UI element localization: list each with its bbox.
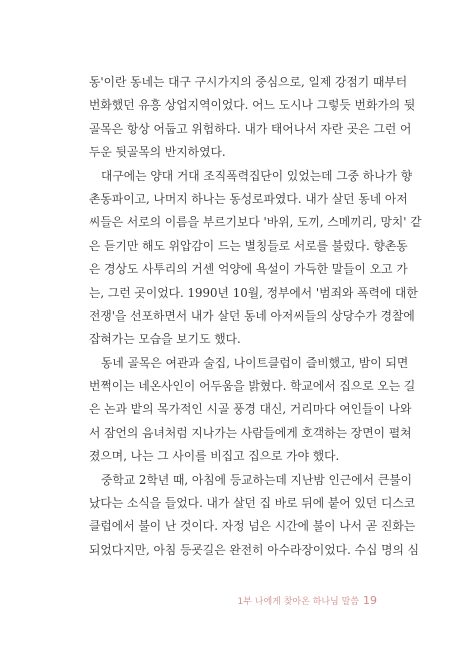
text-line: 은 경상도 사투리의 거센 억양에 욕설이 가득한 말들이 오고 가 xyxy=(89,262,408,277)
running-title: 1부 나에게 찾아온 하나님 말씀 xyxy=(237,597,359,607)
text-line: 졌으며, 나는 그 사이를 비집고 집으로 가야 했다. xyxy=(89,449,340,464)
body-text xyxy=(89,71,422,562)
text-line: 씨들은 서로의 이름을 부르기보다 '바위, 도끼, 스메끼리, 망치' 같 xyxy=(89,215,422,230)
text-line: 번쩍이는 네온사인이 어두움을 밝혔다. 학교에서 집으로 오는 길 xyxy=(89,379,416,394)
text-line: 는, 그런 곳이었다. 1990년 10월, 정부에서 '범죄와 폭력에 대한 xyxy=(89,285,418,300)
text-line: 은 듣기만 해도 위압감이 드는 별칭들로 서로를 불렀다. 향촌동 xyxy=(89,238,408,253)
text-line: 번화했던 유흥 상업지역이었다. 어느 도시나 그렇듯 번화가의 뒷 xyxy=(89,98,416,113)
text-line: 중학교 2학년 때, 아침에 등교하는데 지난밤 인근에서 큰불이 xyxy=(101,472,413,487)
text-line: 동네 골목은 여관과 술집, 나이트클럽이 즐비했고, 밤이 되면 xyxy=(101,355,409,370)
text-line: 잡혀가는 모습을 보기도 했다. xyxy=(89,332,241,347)
text-line: 촌동파이고, 나머지 하나는 동성로파였다. 내가 살던 동네 아저 xyxy=(89,191,408,206)
text-line: 났다는 소식을 들었다. 내가 살던 집 바로 뒤에 붙어 있던 디스코 xyxy=(89,496,416,511)
text-line: 동'이란 동네는 대구 구시가지의 중심으로, 일제 강점기 때부터 xyxy=(89,75,408,89)
page-number: 19 xyxy=(363,594,377,607)
text-line: 은 논과 밭의 목가적인 시골 풍경 대신, 거리마다 여인들이 나와 xyxy=(89,402,412,417)
text-line: 골목은 항상 어둡고 위험하다. 내가 태어나서 자란 곳은 그런 어 xyxy=(89,121,412,136)
text-line: 대구에는 양대 거대 조직폭력집단이 있었는데 그중 하나가 향 xyxy=(101,168,413,183)
text-line: 클럽에서 불이 난 것이다. 자정 넘은 시간에 불이 나서 곧 진화는 xyxy=(89,519,416,534)
page-footer xyxy=(238,594,378,609)
text-line: 서 잠언의 음녀처럼 지나가는 사람들에게 호객하는 장면이 펼쳐 xyxy=(89,425,412,440)
text-line: 전쟁'을 선포하면서 내가 살던 동네 아저씨들의 상당수가 경찰에 xyxy=(89,308,415,323)
text-line: 두운 뒷골목의 반지하였다. xyxy=(89,145,226,160)
text-line: 되었다지만, 아침 등굣길은 완전히 아수라장이었다. 수십 명의 심 xyxy=(89,542,420,557)
